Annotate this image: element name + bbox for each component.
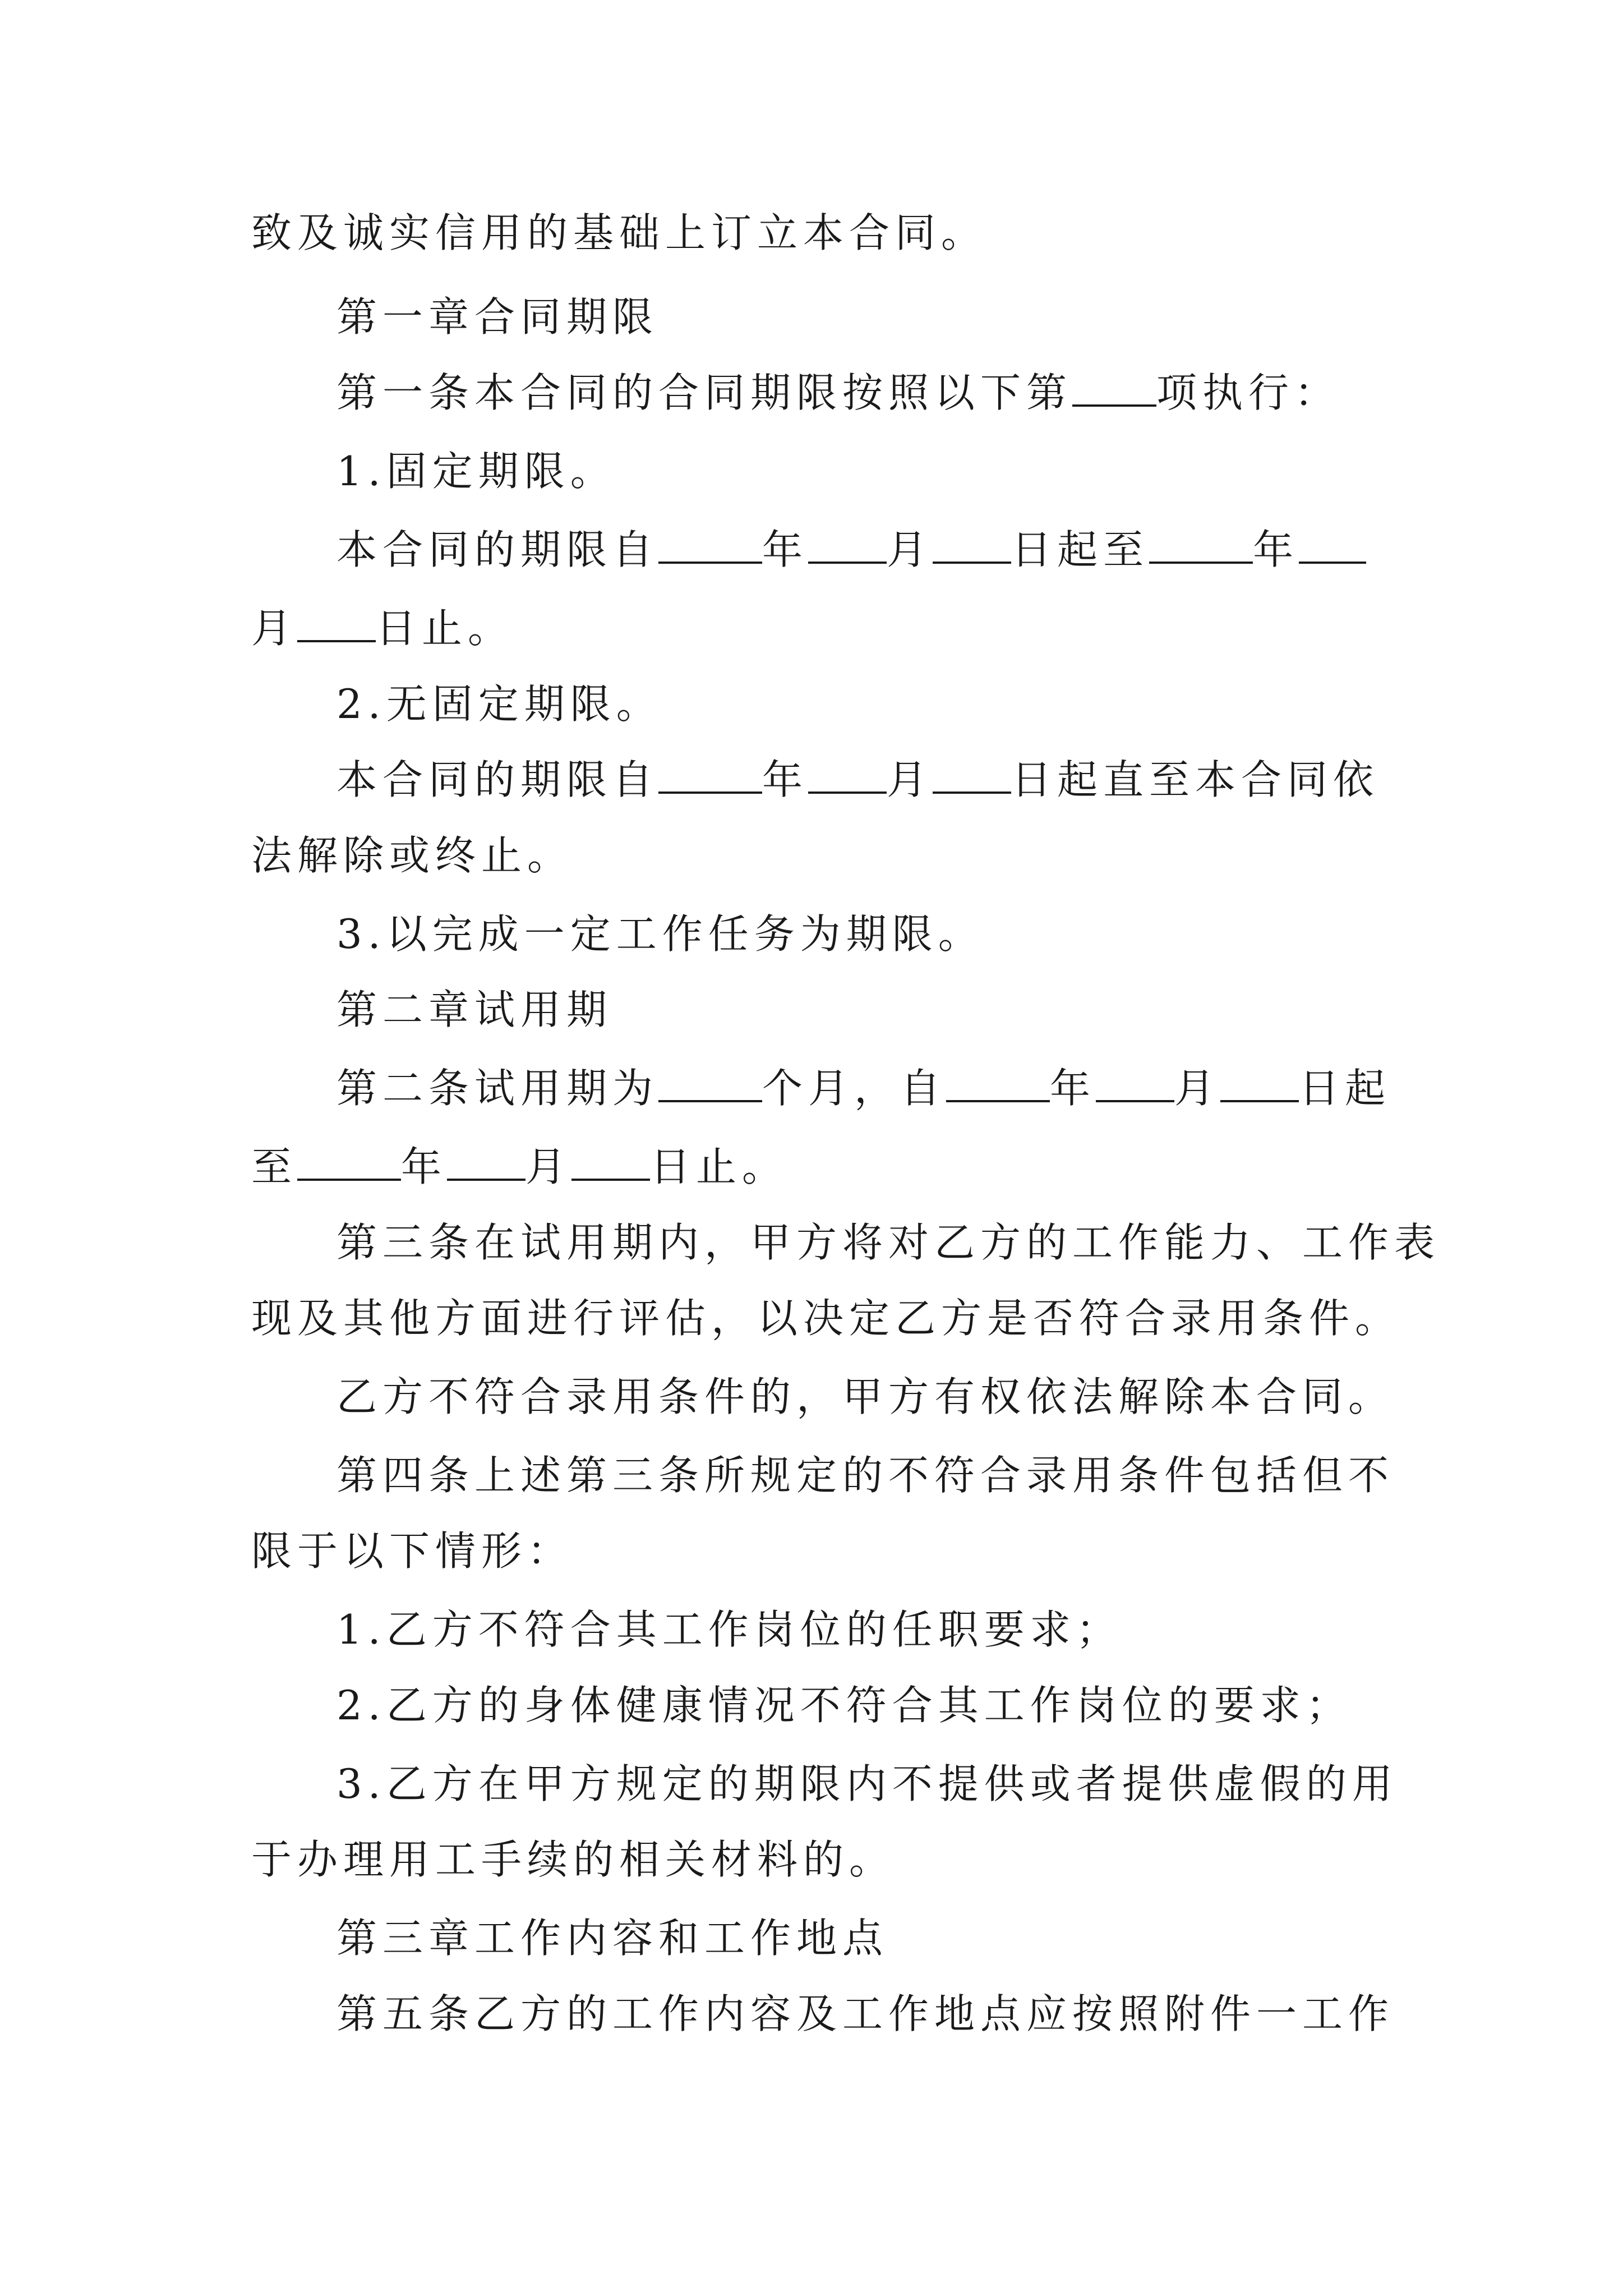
chapter-heading: 第一章合同期限 — [336, 293, 659, 341]
text-line: 1.固定期限。 — [336, 448, 616, 495]
fill-in-blank[interactable] — [933, 527, 1011, 564]
text-segment: 项执行： — [1156, 369, 1341, 416]
text-line: 乙方不符合录用条件的，甲方有权依法解除本合同。 — [336, 1373, 1395, 1420]
text-segment: 日起至 — [1011, 526, 1150, 573]
text-segment: 至 — [251, 1143, 298, 1190]
fill-in-blank[interactable] — [297, 605, 376, 642]
text-line: 3.以完成一定工作任务为期限。 — [336, 910, 984, 958]
text-segment: 月 — [887, 526, 933, 573]
text-segment: 月 — [887, 756, 933, 803]
chapter-heading: 第二章试用期 — [336, 986, 613, 1033]
text-segment: 本合同的期限自 — [336, 756, 659, 803]
text-segment: 月 — [251, 605, 298, 652]
text-segment: 年 — [1050, 1065, 1096, 1112]
text-segment: 日起 — [1299, 1065, 1391, 1112]
fill-in-blank[interactable] — [658, 757, 762, 794]
text-segment: 日止。 — [376, 605, 514, 652]
fill-in-blank[interactable] — [1096, 1065, 1174, 1102]
text-segment: 第二条试用期为 — [336, 1065, 659, 1112]
fill-in-blank[interactable] — [571, 1144, 650, 1181]
text-line: 2.无固定期限。 — [336, 680, 662, 728]
fill-in-blank[interactable] — [1220, 1065, 1299, 1102]
text-line: 限于以下情形： — [251, 1527, 574, 1575]
fill-in-blank[interactable] — [933, 757, 1011, 794]
text-line: 于办理用工手续的相关材料的。 — [251, 1836, 896, 1883]
text-line — [336, 365, 1391, 421]
text-line: 法解除或终止。 — [251, 832, 574, 879]
text-line: 第四条上述第三条所规定的不符合录用条件包括但不 — [336, 1452, 1395, 1499]
fill-in-blank[interactable] — [297, 1144, 401, 1181]
fill-in-blank[interactable] — [658, 527, 762, 564]
text-segment: 年 — [401, 1143, 448, 1190]
text-line: 致及诚实信用的基础上订立本合同。 — [251, 209, 988, 256]
text-segment: 年 — [1253, 526, 1299, 573]
text-line — [336, 1060, 1391, 1116]
text-segment: 月 — [525, 1143, 572, 1190]
fill-in-blank[interactable] — [808, 527, 887, 564]
fill-in-blank[interactable] — [808, 757, 887, 794]
fill-in-blank[interactable] — [658, 1065, 762, 1102]
text-line: 第三条在试用期内，甲方将对乙方的工作能力、工作表 — [336, 1219, 1441, 1266]
text-segment: 年 — [762, 526, 809, 573]
text-line — [251, 1139, 1390, 1195]
text-segment: 个月，自 — [762, 1065, 947, 1112]
text-line: 第五条乙方的工作内容及工作地点应按照附件一工作 — [336, 1990, 1395, 2037]
fill-in-blank[interactable] — [1072, 370, 1156, 407]
fill-in-blank[interactable] — [946, 1065, 1050, 1102]
text-line: 1.乙方不符合其工作岗位的任职要求； — [336, 1606, 1122, 1653]
text-line — [336, 522, 1391, 578]
text-segment: 第一条本合同的合同期限按照以下第 — [336, 369, 1073, 416]
fill-in-blank[interactable] — [1149, 527, 1253, 564]
fill-in-blank[interactable] — [447, 1144, 525, 1181]
fill-in-blank[interactable] — [1299, 527, 1366, 564]
text-line — [251, 600, 1390, 656]
text-line: 2.乙方的身体健康情况不符合其工作岗位的要求； — [336, 1682, 1352, 1729]
chapter-heading: 第三章工作内容和工作地点 — [336, 1915, 889, 1962]
text-line — [336, 752, 1391, 808]
text-line: 现及其他方面进行评估，以决定乙方是否符合录用条件。 — [251, 1295, 1401, 1342]
text-segment: 本合同的期限自 — [336, 526, 659, 573]
text-segment: 日止。 — [650, 1143, 789, 1190]
text-segment: 年 — [762, 756, 809, 803]
text-segment: 日起直至本合同依 — [1011, 756, 1380, 803]
text-segment: 月 — [1174, 1065, 1221, 1112]
text-line: 3.乙方在甲方规定的期限内不提供或者提供虚假的用 — [336, 1760, 1398, 1807]
